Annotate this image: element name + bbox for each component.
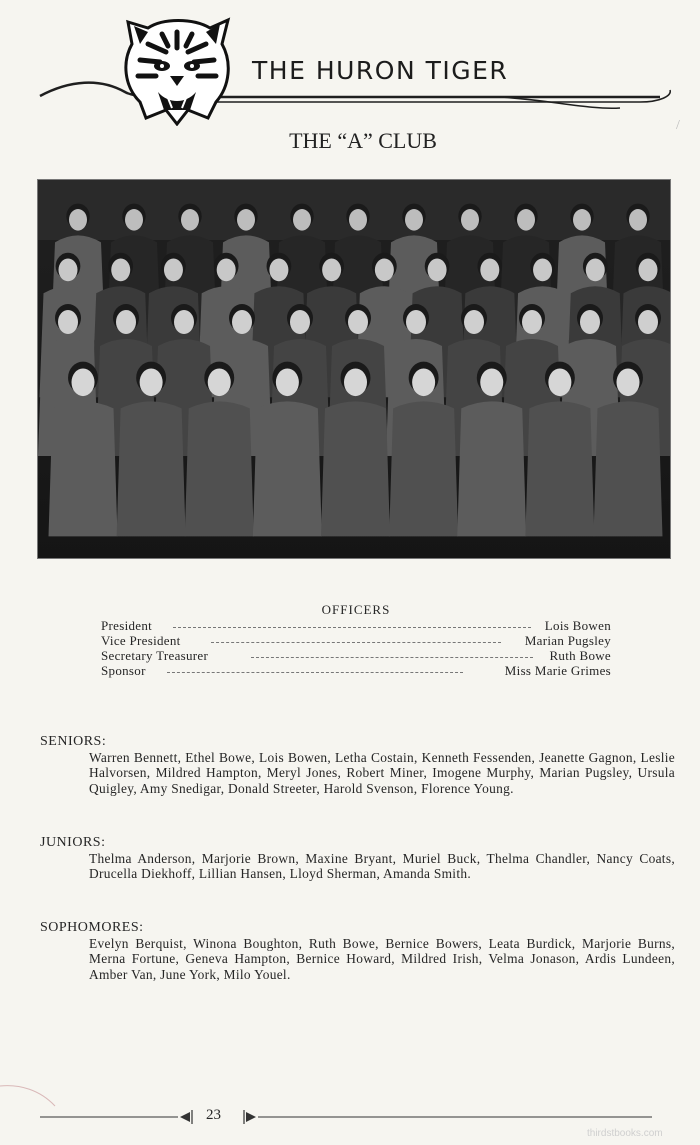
officer-role: Secretary Treasurer (101, 648, 212, 664)
dotted-leader (173, 627, 531, 628)
group-photo (38, 180, 670, 558)
footer-ornament-rule (40, 1100, 652, 1134)
officer-row-secretary-treasurer (101, 648, 611, 664)
officer-name: Ruth Bowe (545, 648, 611, 664)
officer-name: Lois Bowen (541, 618, 611, 634)
club-title: THE “A” CLUB (289, 128, 437, 153)
dotted-leader (211, 642, 501, 643)
sophomores-roster: Evelyn Berquist, Winona Boughton, Ruth Bowe, Bernice Bowers, Leata Burdick, Marjorie Burns, Merna Fortune, Geneva Hampton, Bernice Howard, Mildred Irish, Velma Jonason, Ardis Lundeen, Amber Van, June York, Milo Youel. (89, 936, 675, 982)
seniors-roster: Warren Bennett, Ethel Bowe, Lois Bowen, Letha Costain, Kenneth Fessenden, Jeanette Gagnon, Leslie Halvorsen, Mildred Hampton, Meryl Jones, Robert Miner, Imogene Murphy, Marian Pugsley, Ursula Quigley, Amy Snedigar, Donald Streeter, Harold Svenson, Florence Young. (89, 750, 675, 796)
corner-pencil-mark: / (676, 118, 680, 133)
watermark: thirdstbooks.com (587, 1128, 663, 1139)
officer-role: Vice President (101, 633, 185, 649)
officer-row-president (101, 618, 611, 634)
dotted-leader (251, 657, 533, 658)
officer-row-vice-president (101, 633, 611, 649)
officer-role: Sponsor (101, 663, 150, 679)
seniors-heading: SENIORS: (40, 734, 107, 749)
officer-row-sponsor (101, 663, 611, 679)
officers-heading: OFFICERS (321, 602, 391, 617)
officer-name: Miss Marie Grimes (501, 663, 611, 679)
page-number: 23 (206, 1107, 221, 1123)
sophomores-heading: SOPHOMORES: (40, 920, 144, 935)
officer-role: President (101, 618, 156, 634)
publication-title: THE HURON TIGER (252, 56, 509, 85)
dotted-leader (167, 672, 463, 673)
tiger-head-logo (118, 14, 236, 126)
group-photo-icon (38, 180, 670, 558)
officer-name: Marian Pugsley (521, 633, 611, 649)
juniors-roster: Thelma Anderson, Marjorie Brown, Maxine Bryant, Muriel Buck, Thelma Chandler, Nancy Coats, Drucella Diekhoff, Lillian Hansen, Lloyd Sherman, Amanda Smith. (89, 851, 675, 882)
juniors-heading: JUNIORS: (40, 835, 106, 850)
